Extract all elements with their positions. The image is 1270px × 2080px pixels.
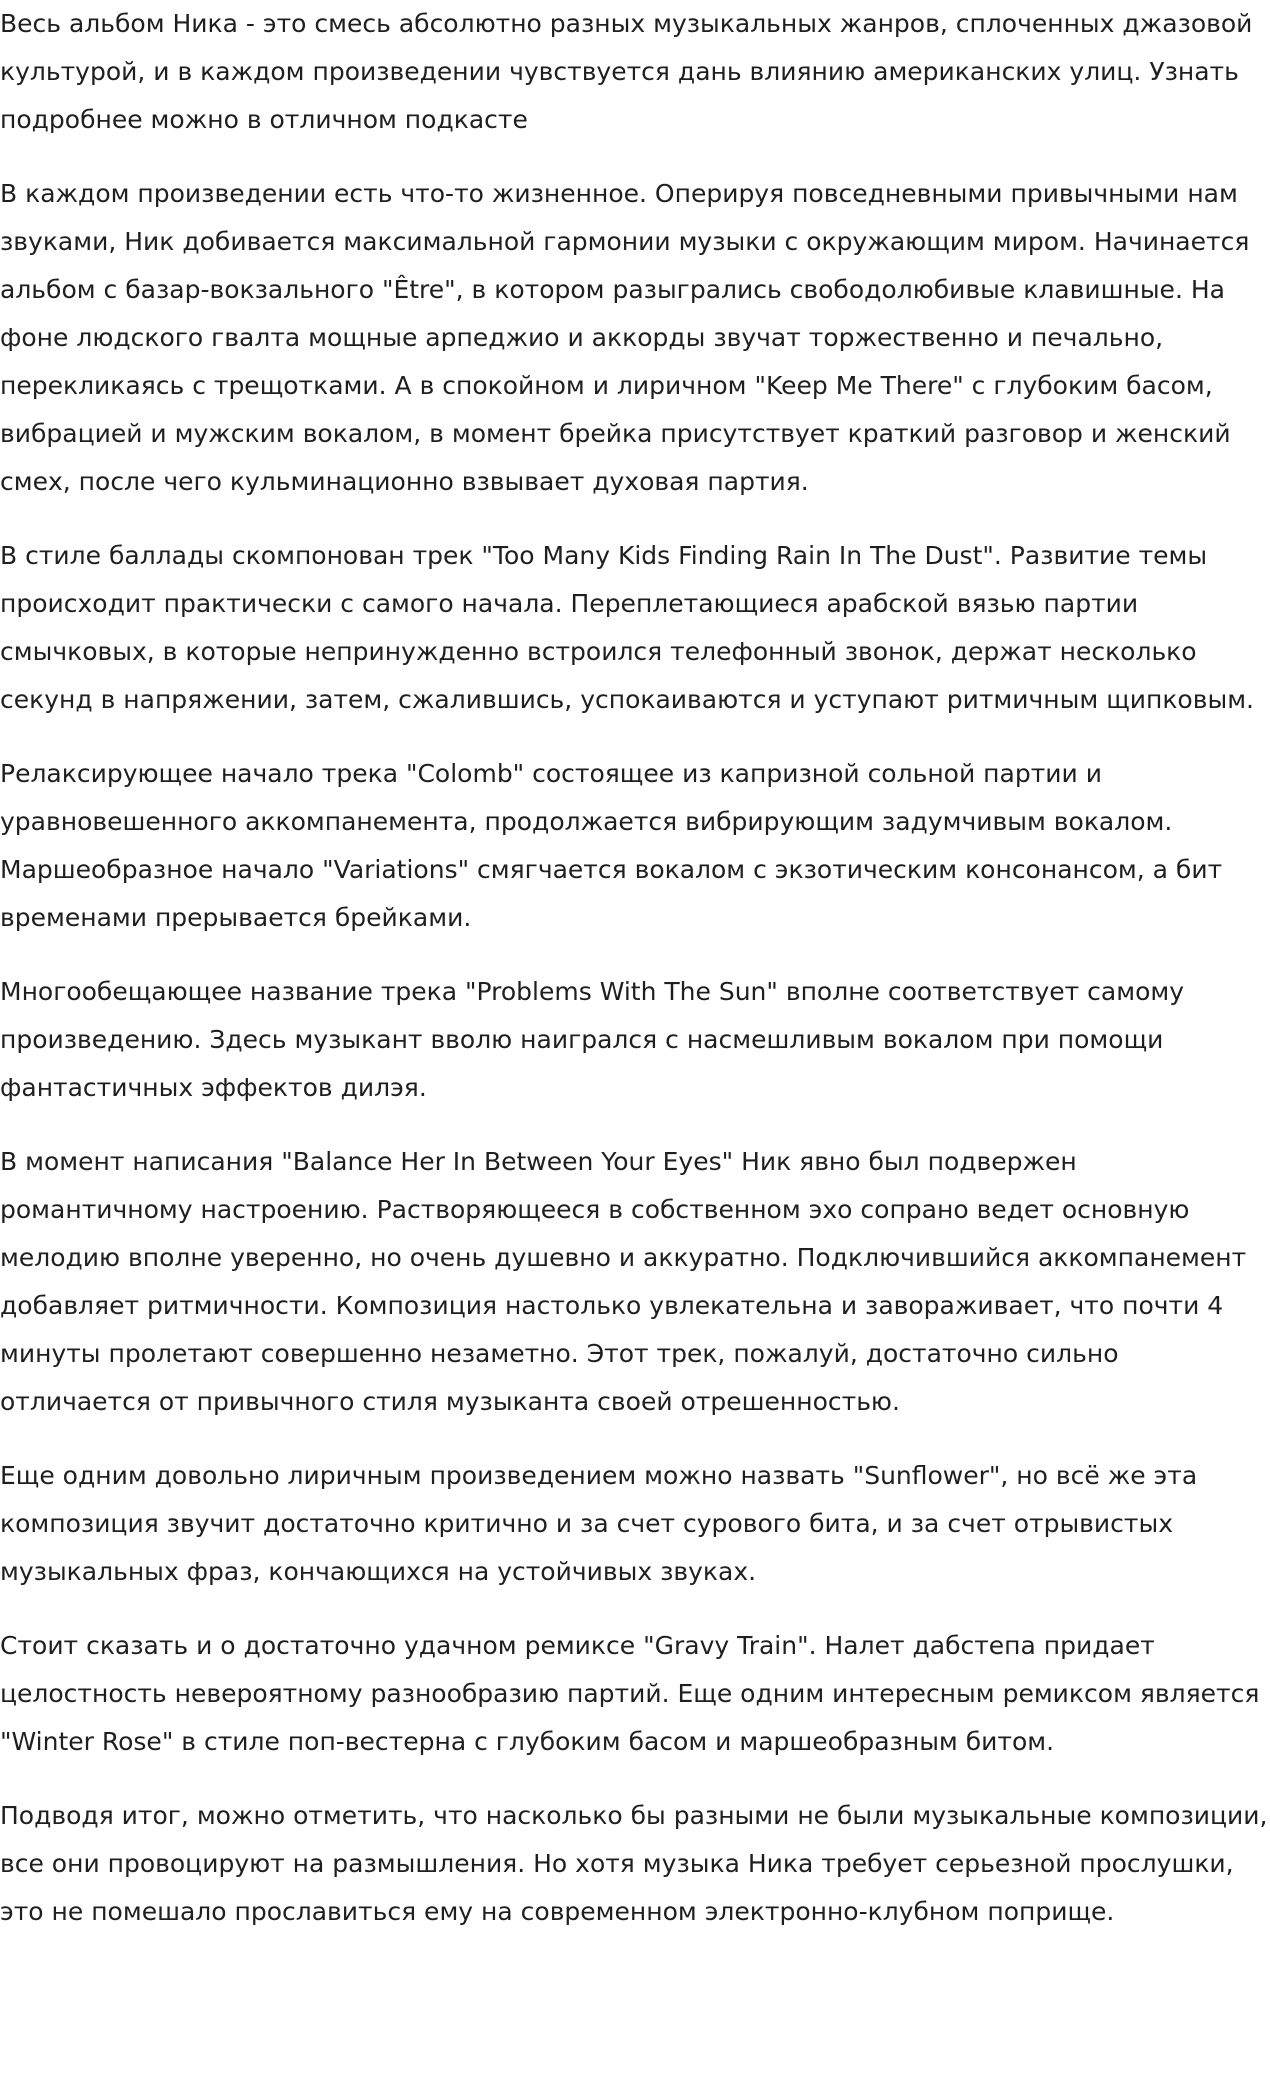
article-paragraph-etre: В каждом произведении есть что-то жизненное. Оперируя повседневными привычными нам звуками, Ник добивается максимальной гармонии музыки с окружающим миром. Начинается альбом с базар-вокзального "Être", в котором разыгрались свободолюбивые клавишные. На фоне людского гвалта мощные арпеджио и аккорды звучат торжественно и печально, перекликаясь с трещотками. А в спокойном и лиричном "Keep Me There" с глубоким басом, вибрацией и мужским вокалом, в момент брейка присутствует краткий разговор и женский смех, после чего кульминационно взвывает духовая партия. xyxy=(0,179,1250,496)
article-paragraph-problems-with-the-sun: Многообещающее название трека "Problems With The Sun" вполне соответствует самому произведению. Здесь музыкант вволю наигрался с насмешливым вокалом при помощи фантастичных эффектов дилэя. xyxy=(0,977,1185,1102)
article-paragraph-sunflower: Еще одним довольно лиричным произведением можно назвать "Sunflower", но всё же эта композиция звучит достаточно критично и за счет сурового бита, и за счет отрывистых музыкальных фраз, кончающихся на устойчивых звуках. xyxy=(0,1461,1198,1586)
article-paragraph-too-many-kids: В стиле баллады скомпонован трек "Too Many Kids Finding Rain In The Dust". Развитие темы происходит практически с самого начала. Переплетающиеся арабской вязью партии смычковых, в которые непринужденно встроился телефонный звонок, держат несколько секунд в напряжении, затем, сжалившись, успокаиваются и уступают ритмичным щипковым. xyxy=(0,541,1255,714)
article-paragraph-balance-her: В момент написания "Balance Her In Between Your Eyes" Ник явно был подвержен романтичному настроению. Растворяющееся в собственном эхо сопрано ведет основную мелодию вполне уверенно, но очень душевно и аккуратно. Подключившийся аккомпанемент добавляет ритмичности. Композиция настолько увлекательна и завораживает, что почти 4 минуты пролетают совершенно незаметно. Этот трек, пожалуй, достаточно сильно отличается от привычного стиля музыканта своей отрешенностью. xyxy=(0,1147,1247,1416)
article-paragraph-colomb: Релаксирующее начало трека "Colomb" состоящее из капризной сольной партии и уравновешенного аккомпанемента, продолжается вибрирующим задумчивым вокалом. Маршеобразное начало "Variations" смягчается вокалом с экзотическим консонансом, а бит временами прерывается брейками. xyxy=(0,759,1223,932)
article-paragraph-remixes: Стоит сказать и о достаточно удачном ремиксе "Gravy Train". Налет дабстепа придает целостность невероятному разнообразию партий. Еще одним интересным ремиксом является "Winter Rose" в стиле поп-вестерна с глубоким басом и маршеобразным битом. xyxy=(0,1631,1260,1756)
article-paragraph-intro: Весь альбом Ника - это смесь абсолютно разных музыкальных жанров, сплоченных джазовой культурой, и в каждом произведении чувствуется дань влиянию американских улиц. Узнать подробнее можно в отличном подкасте xyxy=(0,9,1253,134)
article-paragraph-conclusion: Подводя итог, можно отметить, что насколько бы разными не были музыкальные композиции, все они провоцируют на размышления. Но хотя музыка Ника требует серьезной прослушки, это не помешало прославиться ему на современном электронно-клубном поприще. xyxy=(0,1801,1268,1926)
